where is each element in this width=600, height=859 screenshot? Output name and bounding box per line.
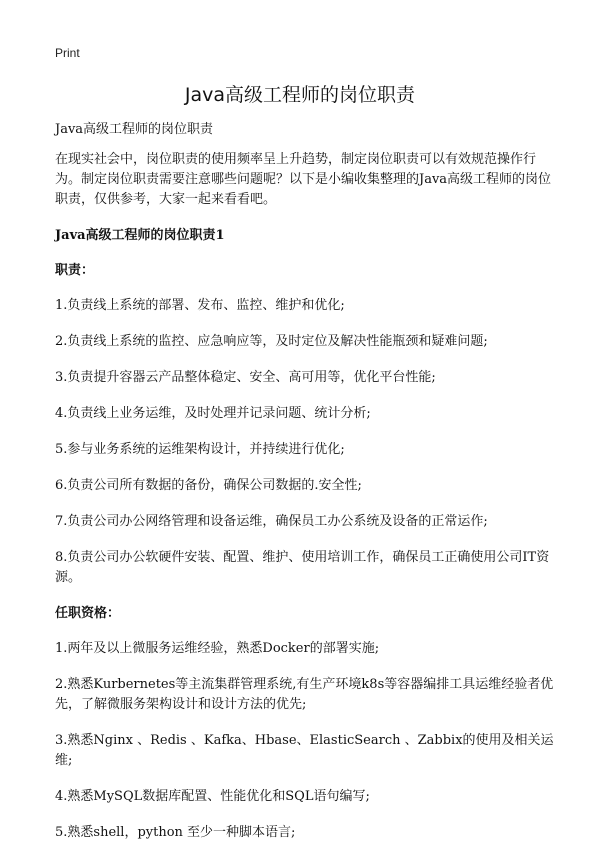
duty-item: 5.参与业务系统的运维架构设计，并持续进行优化; bbox=[55, 442, 345, 457]
print-label[interactable]: Print bbox=[55, 46, 80, 60]
duties-heading: 职责： bbox=[55, 263, 95, 278]
duty-item: 1.负责线上系统的部署、发布、监控、维护和优化; bbox=[55, 298, 345, 313]
duty-item: 7.负责公司办公网络管理和设备运维，确保员工办公系统及设备的正常运作; bbox=[55, 514, 488, 529]
document-body bbox=[55, 120, 555, 859]
duty-item: 4.负责线上业务运维，及时处理并记录问题、统计分析; bbox=[55, 406, 371, 421]
duty-item: 8.负责公司办公软硬件安装、配置、维护、使用培训工作，确保员工正确使用公司IT资源。 bbox=[55, 550, 550, 585]
section-heading: Java高级工程师的岗位职责1 bbox=[55, 228, 225, 243]
qualifications-heading: 任职资格： bbox=[55, 606, 121, 621]
page-title: Java高级工程师的岗位职责 bbox=[184, 84, 416, 106]
document-subtitle: Java高级工程师的岗位职责 bbox=[55, 122, 214, 137]
intro-paragraph: 在现实社会中，岗位职责的使用频率呈上升趋势，制定岗位职责可以有效规范操作行为。制定岗位职责需要注意哪些问题呢？以下是小编收集整理的Java高级工程师的岗位职责，仅供参考，大家一起来看看吧。 bbox=[55, 152, 552, 207]
qualification-item: 4.熟悉MySQL数据库配置、性能优化和SQL语句编写; bbox=[55, 789, 370, 804]
qualification-item: 3.熟悉Nginx 、Redis 、Kafka、Hbase、ElasticSearch 、Zabbix的使用及相关运维; bbox=[55, 733, 554, 768]
qualification-item: 5.熟悉shell，python 至少一种脚本语言; bbox=[55, 825, 296, 840]
qualification-item: 1.两年及以上微服务运维经验，熟悉Docker的部署实施; bbox=[55, 641, 380, 656]
duty-item: 6.负责公司所有数据的备份，确保公司数据的.安全性; bbox=[55, 478, 362, 493]
qualification-item: 2.熟悉Kurbernetes等主流集群管理系统,有生产环境k8s等容器编排工具运维经验者优先，了解微服务架构设计和设计方法的优先; bbox=[55, 677, 554, 712]
duty-item: 2.负责线上系统的监控、应急响应等，及时定位及解决性能瓶颈和疑难问题; bbox=[55, 334, 488, 349]
duty-item: 3.负责提升容器云产品整体稳定、安全、高可用等，优化平台性能; bbox=[55, 370, 436, 385]
